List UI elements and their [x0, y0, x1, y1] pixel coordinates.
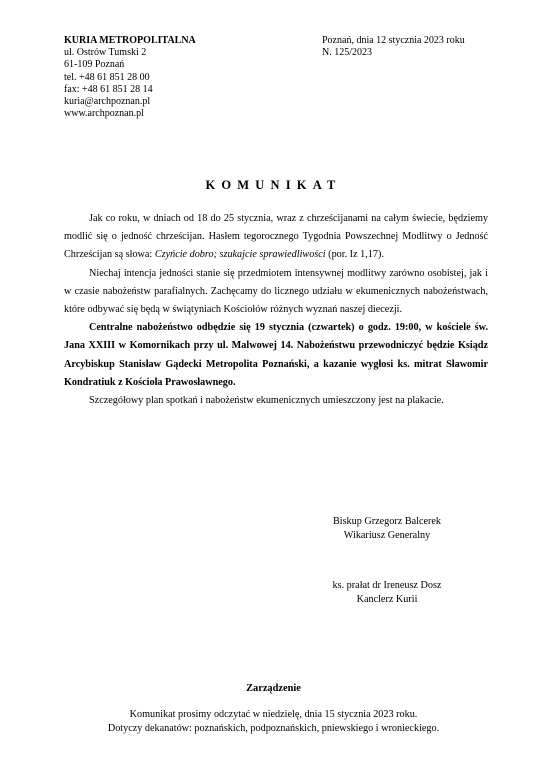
ordinance-heading: Zarządzenie — [246, 683, 301, 694]
paragraph-3: Centralne nabożeństwo odbędzie się 19 stycznia (czwartek) o godz. 19:00, w kościele św. Jana XXIII w Komornikach przy ul. Malwowej 14. Nabożeństwu przewodniczyć będzie Ksiądz Arcybiskup Stanisław Gądecki Metropolita Poznański, a kazanie wygłosi ks. mitrat Sławomir Kondratiuk z Kościoła Prawosławnego. — [64, 322, 488, 388]
sender-email: kuria@archpoznan.pl — [64, 96, 151, 108]
document-meta — [322, 35, 465, 59]
paragraph-4: Szczegółowy plan spotkań i nabożeństw ekumenicznych umieszczony jest na plakacie. — [89, 395, 444, 407]
paragraph-1-reference: (por. Iz 1,17). — [325, 249, 384, 261]
document-body — [64, 210, 488, 410]
document-number: N. 125/2023 — [322, 47, 372, 59]
paragraph-1-text: Jak co roku, w dniach od 18 do 25 stycznia, wraz z chrześcijanami na całym świecie, będziemy modlić się o jedność chrześcijan. Hasłem tegorocznego Tygodnia Powszechnej Modlitwy o Jedność Chrześcijan są słowa: — [64, 213, 488, 261]
signature-1-name: Biskup Grzegorz Balcerek — [332, 516, 442, 527]
signature-2 — [277, 579, 497, 606]
signature-1 — [277, 515, 497, 542]
signature-2-name: ks. prałat dr Ireneusz Dosz — [332, 580, 442, 591]
signature-2-role: Kanclerz Kurii — [356, 593, 418, 605]
ordinance-line-1: Komunikat prosimy odczytać w niedzielę, dnia 15 stycznia 2023 roku. — [129, 709, 418, 720]
paragraph-1 — [64, 210, 488, 265]
sender-address-street: ul. Ostrów Tumski 2 — [64, 47, 147, 59]
ordinance-text — [0, 708, 547, 735]
sender-block — [64, 35, 196, 120]
sender-name: KURIA METROPOLITALNA — [64, 35, 196, 46]
place-date: Poznań, dnia 12 stycznia 2023 roku — [322, 35, 465, 46]
sender-website: www.archpoznan.pl — [64, 108, 144, 120]
document-title: KOMUNIKAT — [205, 178, 342, 192]
sender-address-city: 61-109 Poznań — [64, 59, 125, 71]
paragraph-1-quote: Czyńcie dobro; szukajcie sprawiedliwości — [154, 249, 326, 261]
sender-fax: fax: +48 61 851 28 14 — [64, 83, 153, 95]
ordinance-line-2: Dotyczy dekanatów: poznańskich, podpoznańskich, pniewskiego i wronieckiego. — [107, 722, 440, 734]
sender-phone: tel. +48 61 851 28 00 — [64, 71, 150, 83]
paragraph-2: Niechaj intencja jedności stanie się przedmiotem intensywnej modlitwy zarówno osobistej, jak i w czasie nabożeństw parafialnych. Zachęcamy do licznego udziału w ekumenicznych nabożeństwach, które odbywać się będą w świątyniach Kościołów różnych wyznań naszej diecezji. — [64, 267, 488, 316]
signature-1-role: Wikariusz Generalny — [343, 529, 431, 541]
